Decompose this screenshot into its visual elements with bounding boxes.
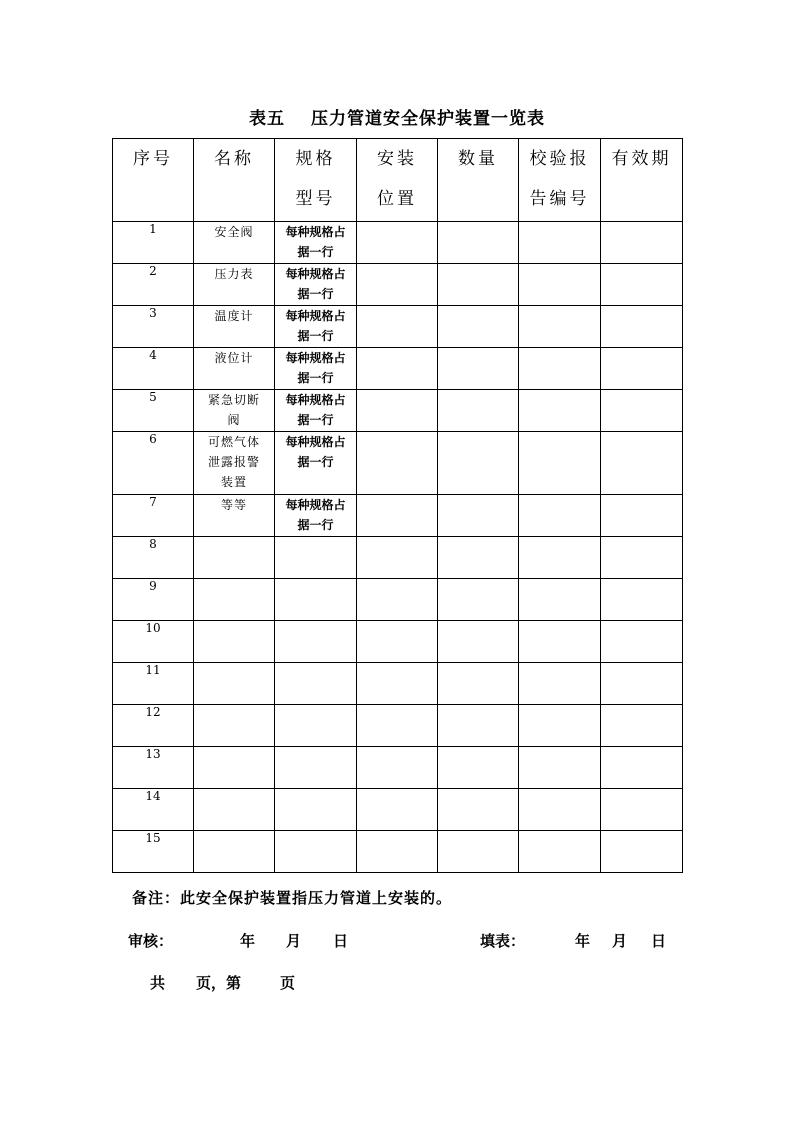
- validity-cell: [601, 390, 683, 432]
- quantity-cell: [438, 495, 519, 537]
- spec-cell: 每种规格占 据一行: [275, 348, 357, 390]
- header-cell: 数量: [438, 139, 519, 222]
- report-no-cell: [519, 222, 601, 264]
- quantity-cell: [438, 747, 519, 789]
- seq-cell: 13: [113, 747, 194, 789]
- report-no-cell: [519, 579, 601, 621]
- spec-cell: 每种规格占 据一行: [275, 432, 357, 495]
- spec-cell: 每种规格占 据一行: [275, 390, 357, 432]
- report-no-cell: [519, 621, 601, 663]
- table-row: [113, 495, 683, 537]
- quantity-cell: [438, 432, 519, 495]
- spec-cell: [275, 705, 357, 747]
- seq-cell: 7: [113, 495, 194, 537]
- spec-cell: [275, 831, 357, 873]
- fill-year: 年: [575, 932, 591, 950]
- report-no-cell: [519, 432, 601, 495]
- table-row: [113, 789, 683, 831]
- table-row: [113, 621, 683, 663]
- validity-cell: [601, 789, 683, 831]
- header-row: [113, 139, 683, 222]
- review-label: 审核：: [128, 932, 174, 950]
- name-cell: [194, 579, 275, 621]
- table-row: [113, 579, 683, 621]
- seq-cell: 1: [113, 222, 194, 264]
- fill-month: 月: [612, 932, 628, 950]
- location-cell: [357, 348, 438, 390]
- location-cell: [357, 537, 438, 579]
- name-cell: 温度计: [194, 306, 275, 348]
- header-cell: 名称: [194, 139, 275, 222]
- report-no-cell: [519, 537, 601, 579]
- table-title: 压力管道安全保护装置一览表: [311, 109, 545, 129]
- quantity-cell: [438, 537, 519, 579]
- validity-cell: [601, 537, 683, 579]
- table-row: [113, 705, 683, 747]
- location-cell: [357, 432, 438, 495]
- seq-cell: 4: [113, 348, 194, 390]
- spec-cell: 每种规格占 据一行: [275, 495, 357, 537]
- location-cell: [357, 495, 438, 537]
- device-table: [112, 138, 683, 873]
- footnote: 备注：此安全保护装置指压力管道上安装的。: [132, 889, 453, 907]
- table-row: [113, 432, 683, 495]
- name-cell: 紧急切断 阀: [194, 390, 275, 432]
- validity-cell: [601, 831, 683, 873]
- quantity-cell: [438, 222, 519, 264]
- review-year: 年: [240, 932, 256, 950]
- name-cell: 压力表: [194, 264, 275, 306]
- validity-cell: [601, 621, 683, 663]
- pages-end: 页: [280, 974, 296, 992]
- header-cell: 规格 型号: [275, 139, 357, 222]
- table-row: [113, 390, 683, 432]
- quantity-cell: [438, 705, 519, 747]
- table-row: [113, 831, 683, 873]
- pages-unit: 页，第: [196, 974, 242, 992]
- spec-cell: 每种规格占 据一行: [275, 264, 357, 306]
- table-row: [113, 264, 683, 306]
- header-cell: 序号: [113, 139, 194, 222]
- validity-cell: [601, 747, 683, 789]
- name-cell: [194, 705, 275, 747]
- pages-total: 共: [150, 974, 166, 992]
- location-cell: [357, 831, 438, 873]
- table-row: [113, 348, 683, 390]
- seq-cell: 9: [113, 579, 194, 621]
- validity-cell: [601, 495, 683, 537]
- report-no-cell: [519, 264, 601, 306]
- table-row: [113, 747, 683, 789]
- table-row: [113, 222, 683, 264]
- quantity-cell: [438, 831, 519, 873]
- seq-cell: 6: [113, 432, 194, 495]
- review-day: 日: [333, 932, 349, 950]
- quantity-cell: [438, 789, 519, 831]
- name-cell: [194, 831, 275, 873]
- report-no-cell: [519, 306, 601, 348]
- table-row: [113, 306, 683, 348]
- seq-cell: 3: [113, 306, 194, 348]
- page-title: [0, 104, 794, 129]
- report-no-cell: [519, 747, 601, 789]
- name-cell: 可燃气体 泄露报警 装置: [194, 432, 275, 495]
- report-no-cell: [519, 789, 601, 831]
- validity-cell: [601, 432, 683, 495]
- seq-cell: 12: [113, 705, 194, 747]
- table-row: [113, 663, 683, 705]
- spec-cell: [275, 579, 357, 621]
- validity-cell: [601, 306, 683, 348]
- name-cell: [194, 537, 275, 579]
- quantity-cell: [438, 579, 519, 621]
- validity-cell: [601, 579, 683, 621]
- location-cell: [357, 306, 438, 348]
- quantity-cell: [438, 663, 519, 705]
- header-cell: 安装 位置: [357, 139, 438, 222]
- table-label: 表五: [249, 109, 285, 129]
- validity-cell: [601, 663, 683, 705]
- seq-cell: 5: [113, 390, 194, 432]
- location-cell: [357, 789, 438, 831]
- location-cell: [357, 579, 438, 621]
- quantity-cell: [438, 264, 519, 306]
- quantity-cell: [438, 348, 519, 390]
- name-cell: 等等: [194, 495, 275, 537]
- report-no-cell: [519, 663, 601, 705]
- name-cell: 安全阀: [194, 222, 275, 264]
- name-cell: [194, 663, 275, 705]
- validity-cell: [601, 222, 683, 264]
- spec-cell: [275, 537, 357, 579]
- seq-cell: 15: [113, 831, 194, 873]
- table-row: [113, 537, 683, 579]
- location-cell: [357, 663, 438, 705]
- name-cell: [194, 789, 275, 831]
- validity-cell: [601, 348, 683, 390]
- quantity-cell: [438, 306, 519, 348]
- fill-label: 填表：: [480, 932, 526, 950]
- location-cell: [357, 747, 438, 789]
- location-cell: [357, 222, 438, 264]
- validity-cell: [601, 705, 683, 747]
- validity-cell: [601, 264, 683, 306]
- seq-cell: 2: [113, 264, 194, 306]
- fill-day: 日: [651, 932, 667, 950]
- report-no-cell: [519, 831, 601, 873]
- spec-cell: 每种规格占 据一行: [275, 306, 357, 348]
- report-no-cell: [519, 705, 601, 747]
- spec-cell: [275, 789, 357, 831]
- name-cell: [194, 747, 275, 789]
- seq-cell: 10: [113, 621, 194, 663]
- header-cell: 有效期: [601, 139, 683, 222]
- location-cell: [357, 390, 438, 432]
- location-cell: [357, 705, 438, 747]
- quantity-cell: [438, 621, 519, 663]
- spec-cell: [275, 621, 357, 663]
- header-cell: 校验报 告编号: [519, 139, 601, 222]
- location-cell: [357, 264, 438, 306]
- spec-cell: 每种规格占 据一行: [275, 222, 357, 264]
- seq-cell: 11: [113, 663, 194, 705]
- name-cell: [194, 621, 275, 663]
- quantity-cell: [438, 390, 519, 432]
- report-no-cell: [519, 348, 601, 390]
- spec-cell: [275, 747, 357, 789]
- seq-cell: 8: [113, 537, 194, 579]
- spec-cell: [275, 663, 357, 705]
- location-cell: [357, 621, 438, 663]
- report-no-cell: [519, 495, 601, 537]
- review-month: 月: [286, 932, 302, 950]
- seq-cell: 14: [113, 789, 194, 831]
- report-no-cell: [519, 390, 601, 432]
- name-cell: 液位计: [194, 348, 275, 390]
